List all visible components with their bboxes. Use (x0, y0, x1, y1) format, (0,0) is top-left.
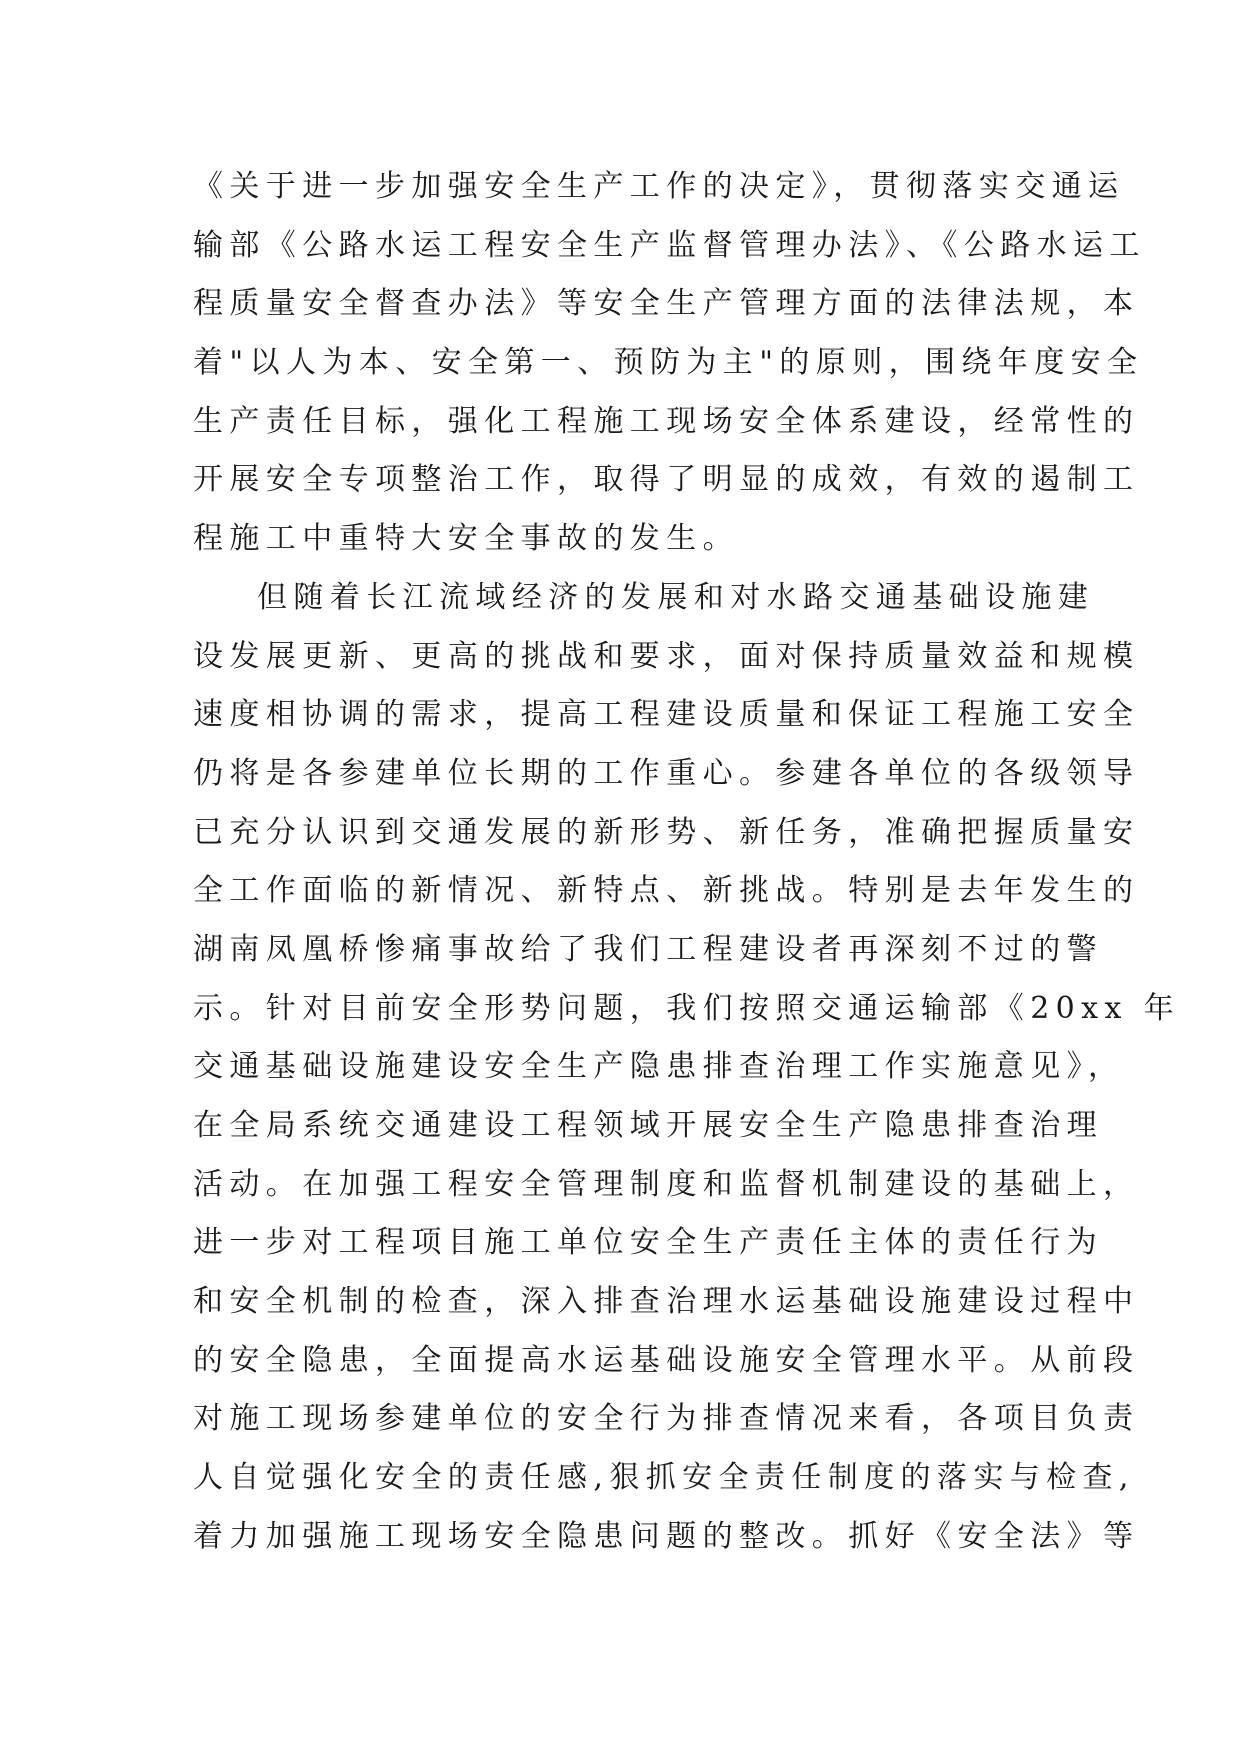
text-line: 程质量安全督查办法》等安全生产管理方面的法律法规，本 (193, 286, 1140, 322)
text-line: 示。针对目前安全形势问题，我们按照交通运输部《20xx 年 (193, 990, 1181, 1026)
text-line: 设发展更新、更高的挑战和要求，面对保持质量效益和规模 (193, 638, 1140, 674)
text-line: 生产责任目标，强化工程施工现场安全体系建设，经常性的 (193, 403, 1140, 439)
text-line: 程施工中重特大安全事故的发生。 (193, 521, 739, 557)
text-line: 输部《公路水运工程安全生产监督管理办法》、《公路水运工 (193, 227, 1146, 263)
text-line: 和安全机制的检查，深入排查治理水运基础设施建设过程中 (193, 1284, 1140, 1320)
text-line: 速度相协调的需求，提高工程建设质量和保证工程施工安全 (193, 697, 1140, 733)
text-line: 《关于进一步加强安全生产工作的决定》，贯彻落实交通运 (193, 169, 1125, 204)
text-line: 进一步对工程项目施工单位安全生产责任主体的责任行为 (193, 1225, 1103, 1261)
text-line: 在全局系统交通建设工程领域开展安全生产隐患排查治理 (193, 1108, 1103, 1143)
text-line: 交通基础设施建设安全生产隐患排查治理工作实施意见》， (193, 1049, 1125, 1085)
text-line: 活动。在加强工程安全管理制度和监督机制建设的基础上， (193, 1166, 1140, 1202)
text-line: 湖南凤凰桥惨痛事故给了我们工程建设者再深刻不过的警 (193, 931, 1103, 967)
text-line: 的安全隐患，全面提高水运基础设施安全管理水平。从前段 (193, 1342, 1140, 1378)
text-line: 开展安全专项整治工作，取得了明显的成效，有效的遏制工 (193, 462, 1140, 498)
text-line: 仍将是各参建单位长期的工作重心。参建各单位的各级领导 (193, 755, 1140, 791)
paragraph-first-line: 但随着长江流域经济的发展和对水路交通基础设施建 (257, 579, 1095, 615)
text-line: 着"以人为本、安全第一、预防为主"的原则，围绕年度安全 (193, 345, 1144, 381)
text-line: 对施工现场参建单位的安全行为排查情况来看，各项目负责 (193, 1401, 1140, 1437)
text-line: 人自觉强化安全的责任感,狠抓安全责任制度的落实与检查, (193, 1460, 1135, 1496)
body-text (193, 158, 1181, 1567)
text-line: 着力加强施工现场安全隐患问题的整改。抓好《安全法》等 (193, 1518, 1140, 1554)
text-line: 全工作面临的新情况、新特点、新挑战。特别是去年发生的 (193, 873, 1140, 909)
text-line: 已充分认识到交通发展的新形势、新任务，准确把握质量安 (193, 814, 1140, 850)
